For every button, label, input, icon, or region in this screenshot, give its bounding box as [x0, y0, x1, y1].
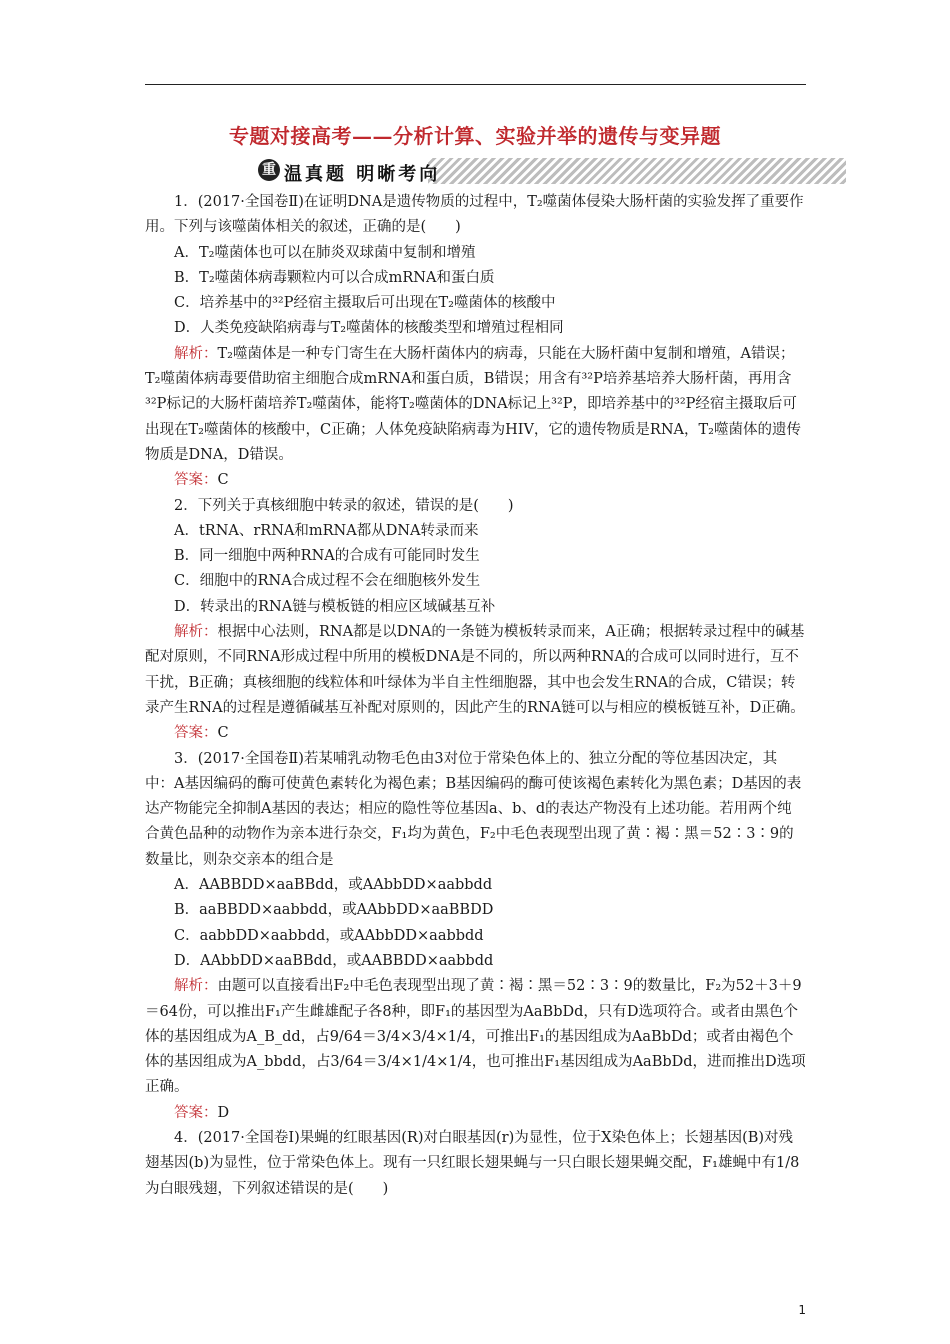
top-rule: [145, 84, 806, 85]
choice-option: [145, 873, 806, 898]
choice-option: [145, 569, 806, 594]
paragraph-text: C．培养基中的³²P经宿主摄取后可出现在T₂噬菌体的核酸中: [174, 295, 556, 312]
paragraph-text: 3．(2017·全国卷Ⅱ)若某哺乳动物毛色由3对位于常染色体上的、独立分配的等位基因决定，其中：A基因编码的酶可使黄色素转化为褐色素；B基因编码的酶可使该褐色素转化为黑色素；D基因的表达产物能完全抑制A基因的表达；相应的隐性等位基因a、b、d的表达产物没有上述功能。若用两个纯合黄色品种的动物作为亲本进行杂交，F₁均为黄色，F₂中毛色表现型出现了黄∶褐∶黑＝52∶3∶9的数量比，则杂交亲本的组合是: [145, 750, 802, 868]
paragraph-text: T₂噬菌体是一种专门寄生在大肠杆菌体内的病毒，只能在大肠杆菌中复制和增殖，A错误；T₂噬菌体病毒要借助宿主细胞合成mRNA和蛋白质，B错误；用含有³²P培养基培养大肠杆菌，再用含³²P标记的大肠杆菌培养T₂噬菌体，能将T₂噬菌体的DNA标记上³²P，即培养基中的³²P经宿主摄取后可出现在T₂噬菌体的核酸中，C正确；人体免疫缺陷病毒为HIV，它的遗传物质是RNA，T₂噬菌体的遗传物质是DNA，D错误。: [145, 345, 801, 463]
paragraph-text: C: [217, 472, 229, 489]
paragraph-text: A．T₂噬菌体也可以在肺炎双球菌中复制和增殖: [174, 244, 476, 261]
answer-line: [145, 1101, 806, 1126]
choice-option: [145, 924, 806, 949]
question-paragraph: [145, 190, 806, 241]
paragraph-text: A．AABBDD×aaBBdd，或AAbbDD×aabbdd: [174, 877, 493, 894]
paragraph-text: D: [217, 1104, 230, 1121]
explanation-paragraph: [145, 974, 806, 1100]
explanation-paragraph: [145, 342, 806, 468]
choice-option: [145, 316, 806, 341]
page-number: 1: [798, 1303, 806, 1317]
paragraph-text: 1．(2017·全国卷Ⅱ)在证明DNA是遗传物质的过程中，T₂噬菌体侵染大肠杆菌的实验发挥了重要作用。下列与该噬菌体相关的叙述，正确的是( ): [145, 194, 804, 236]
question-paragraph: [145, 1126, 806, 1202]
choice-option: [145, 241, 806, 266]
banner-circle-icon: 重: [258, 159, 280, 181]
paragraph-label: 答案：: [174, 725, 218, 742]
paragraph-text: 根据中心法则，RNA都是以DNA的一条链为模板转录而来，A正确；根据转录过程中的碱基配对原则，不同RNA形成过程中所用的模板DNA是不同的，所以两种RNA的合成可以同时进行，互不干扰，B正确；真核细胞的线粒体和叶绿体为半自主性细胞器，其中也会发生RNA的合成，C错误；转录产生RNA的过程是遵循碱基互补配对原则的，因此产生的RNA链可以与相应的模板链互补，D正确。: [145, 624, 805, 716]
explanation-paragraph: [145, 620, 806, 721]
paragraph-text: D．人类免疫缺陷病毒与T₂噬菌体的核酸类型和增殖过程相同: [174, 320, 564, 337]
paragraph-text: C: [217, 725, 229, 742]
paragraph-text: 由题可以直接看出F₂中毛色表现型出现了黄∶褐∶黑＝52∶3∶9的数量比，F₂为52＋3＋9＝64份，可以推出F₁产生雌雄配子各8种，即F₁的基因型为AaBbDd，只有D选项符合。或者由黑色个体的基因组成为A_B_dd，占9/64＝3/4×3/4×1/4，可推出F₁的基因组成为AaBbDd；或者由褐色个体的基因组成为A_bbdd，占3/64＝3/4×1/4×1/4，也可推出F₁基因组成为AaBbDd，进而推出D选项正确。: [145, 978, 806, 1096]
paragraph-label: 答案：: [174, 1104, 218, 1121]
choice-option: [145, 949, 806, 974]
paragraph-text: B．T₂噬菌体病毒颗粒内可以合成mRNA和蛋白质: [174, 269, 495, 286]
banner-title: 温真题 明晰考向: [284, 164, 441, 184]
paragraph-text: B．同一细胞中两种RNA的合成有可能同时发生: [174, 548, 480, 565]
choice-option: [145, 291, 806, 316]
paragraph-label: 解析：: [174, 978, 218, 995]
answer-line: [145, 468, 806, 493]
paragraph-text: D．AAbbDD×aaBBdd，或AABBDD×aabbdd: [174, 952, 494, 969]
paragraph-text: C．aabbDD×aabbdd，或AAbbDD×aabbdd: [174, 927, 484, 944]
answer-line: [145, 721, 806, 746]
page-title: 专题对接高考——分析计算、实验并举的遗传与变异题: [229, 124, 721, 148]
choice-option: [145, 266, 806, 291]
document-body: [145, 190, 806, 1202]
question-paragraph: [145, 747, 806, 873]
paragraph-text: C．细胞中的RNA合成过程不会在细胞核外发生: [174, 573, 481, 590]
paragraph-text: B．aaBBDD×aabbdd，或AAbbDD×aaBBDD: [174, 902, 494, 919]
paragraph-label: 解析：: [174, 345, 218, 362]
choice-option: [145, 595, 806, 620]
question-paragraph: [145, 494, 806, 519]
paragraph-text: A．tRNA、rRNA和mRNA都从DNA转录而来: [174, 522, 479, 539]
paragraph-label: 解析：: [174, 624, 218, 641]
paragraph-text: 2．下列关于真核细胞中转录的叙述，错误的是( ): [174, 497, 514, 514]
paragraph-text: D．转录出的RNA链与模板链的相应区域碱基互补: [174, 598, 496, 615]
choice-option: [145, 898, 806, 923]
choice-option: [145, 519, 806, 544]
paragraph-label: 答案：: [174, 472, 218, 489]
paragraph-text: 4．(2017·全国卷Ⅰ)果蝇的红眼基因(R)对白眼基因(r)为显性，位于X染色体上；长翅基因(B)对残翅基因(b)为显性，位于常染色体上。现有一只红眼长翅果蝇与一只白眼长翅果蝇交配，F₁雄蝇中有1/8为白眼残翅，下列叙述错误的是( ): [145, 1129, 800, 1197]
choice-option: [145, 544, 806, 569]
section-banner: [178, 158, 846, 184]
